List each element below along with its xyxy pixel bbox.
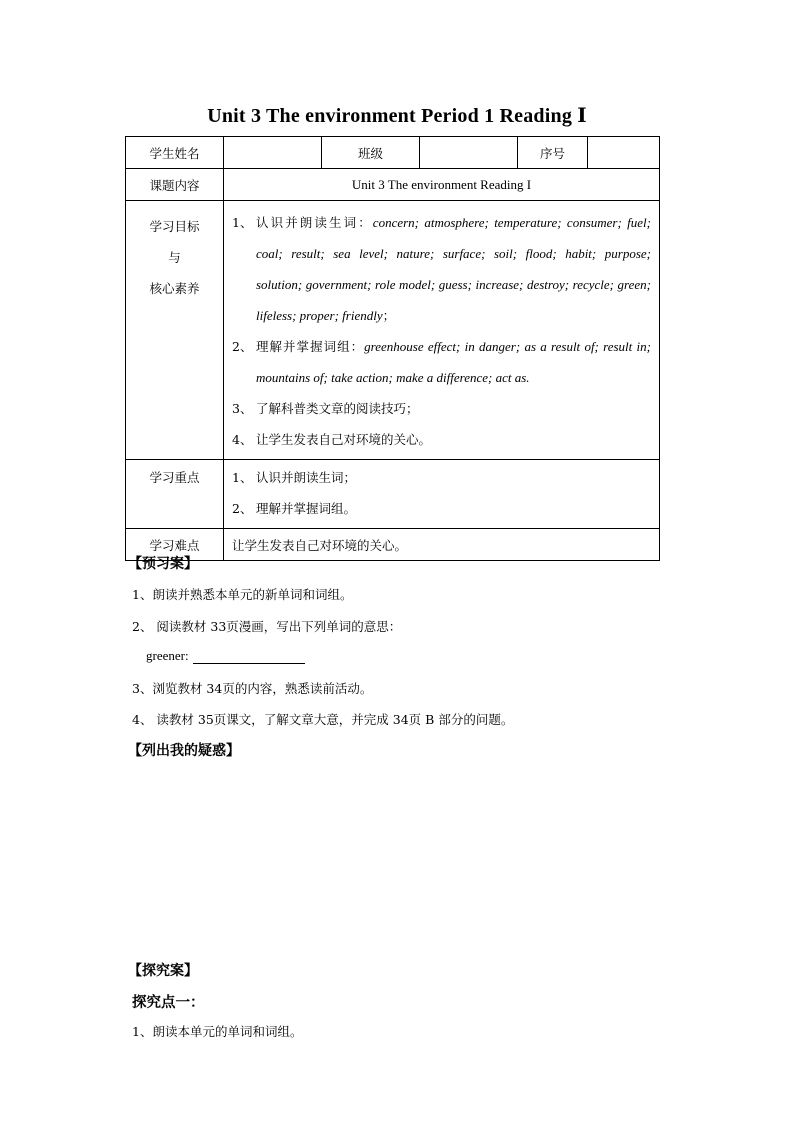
goal-1-end: ； (382, 308, 396, 323)
explore-heading: 【探究案】 (128, 963, 198, 979)
seat-no-field[interactable] (588, 137, 660, 169)
goals-row (126, 201, 660, 460)
document-title: Unit 3 The environment Period 1 Reading Ⅰ (207, 105, 587, 127)
key-2-number: 2、 (232, 501, 253, 516)
goal-item-4 (232, 424, 651, 455)
difficulty-text: 让学生发表自己对环境的关心。 (224, 529, 660, 561)
key-2-text: 理解并掌握词组。 (256, 501, 357, 516)
goal-2-words: greenhouse effect; in danger; as a result of; result in; mountains of; take action; make a difference; act as. (256, 339, 651, 385)
key-points-row (126, 460, 660, 529)
preview-item-1: 1、朗读并熟悉本单元的新单词和词组。 (132, 587, 353, 602)
key-item-2 (232, 493, 651, 524)
preview-item-3: 3、浏览教材 34页的内容，熟悉读前活动。 (132, 681, 373, 696)
goals-content (224, 201, 660, 460)
goal-3-text: 了解科普类文章的阅读技巧； (256, 401, 419, 416)
key-1-text: 认识并朗读生词； (256, 470, 357, 485)
goal-1-lead: 认识并朗读生词： (256, 215, 373, 230)
goals-label-line2: 与 (168, 250, 181, 265)
goal-item-1 (232, 207, 651, 331)
goal-2-lead: 理解并掌握词组： (256, 339, 365, 354)
goal-1-words: concern; atmosphere; temperature; consumer; fuel; coal; result; sea level; nature; surface; soil; flood; habit; purpose; solution; government; role model; guess; increase; destroy; recycle; green; lifeless; proper; friendly (256, 215, 651, 323)
student-name-field[interactable] (224, 137, 322, 169)
greener-answer-blank[interactable] (193, 650, 305, 664)
goal-3-number: 3、 (232, 401, 253, 416)
class-field[interactable] (420, 137, 518, 169)
class-label: 班级 (322, 137, 420, 169)
topic-row (126, 169, 660, 201)
goal-4-number: 4、 (232, 432, 253, 447)
student-info-row (126, 137, 660, 169)
key-points-content (224, 460, 660, 529)
preview-item-2: 2、 阅读教材 33页漫画，写出下列单词的意思： (132, 619, 402, 634)
student-name-label: 学生姓名 (126, 137, 224, 169)
goals-label (126, 201, 224, 460)
goal-item-2 (232, 331, 651, 393)
greener-line (146, 648, 305, 664)
goal-4-text: 让学生发表自己对环境的关心。 (256, 432, 432, 447)
explore-item-1: 1、朗读本单元的单词和词组。 (132, 1024, 303, 1039)
goal-1-number: 1、 (232, 215, 253, 230)
key-points-label: 学习重点 (126, 460, 224, 529)
key-item-1 (232, 462, 651, 493)
key-1-number: 1、 (232, 470, 253, 485)
greener-label: greener: (146, 648, 189, 663)
goals-label-line3: 核心素养 (149, 281, 200, 296)
difficulty-row (126, 529, 660, 561)
explore-point-1: 探究点一： (132, 995, 205, 1011)
lesson-info-table (125, 136, 660, 561)
goal-item-3 (232, 393, 651, 424)
topic-value: Unit 3 The environment Reading I (224, 169, 660, 201)
difficulty-label: 学习难点 (126, 529, 224, 561)
goals-label-line1: 学习目标 (149, 219, 200, 234)
seat-no-label: 序号 (518, 137, 588, 169)
doubts-heading: 【列出我的疑惑】 (128, 743, 240, 759)
preview-item-4: 4、 读教材 35页课文，了解文章大意，并完成 34页 B 部分的问题。 (132, 712, 514, 727)
goal-2-number: 2、 (232, 339, 253, 354)
topic-label: 课题内容 (126, 169, 224, 201)
preview-heading: 【预习案】 (128, 556, 198, 572)
